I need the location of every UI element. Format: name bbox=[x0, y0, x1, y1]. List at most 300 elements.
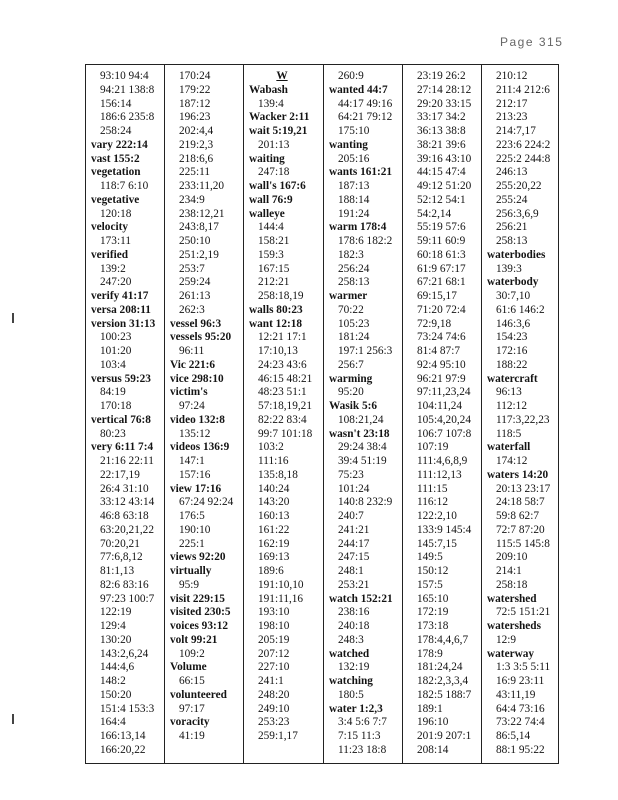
page-reference: 148:2 bbox=[100, 675, 126, 687]
page-reference: 75:23 bbox=[338, 468, 364, 481]
page-reference: 201:9 207:1 bbox=[417, 730, 472, 742]
page-reference: 111:12,13 bbox=[417, 468, 462, 481]
page-reference: 29:24 38:4 bbox=[338, 441, 387, 454]
page-reference: 188:22 bbox=[496, 358, 528, 371]
page-reference: 135:8,18 bbox=[258, 468, 298, 481]
page-reference: 93:10 94:4 bbox=[100, 70, 149, 82]
page-reference: 191:11,16 bbox=[258, 592, 304, 605]
page-reference: 144:4,6 bbox=[100, 661, 135, 674]
page-reference: 253:21 bbox=[338, 578, 370, 591]
page-reference: 44:17 49:16 bbox=[338, 97, 393, 110]
page-reference: 59:11 60:9 bbox=[417, 235, 466, 247]
page-reference: 96:11 bbox=[179, 345, 205, 357]
index-term: volunteered bbox=[170, 688, 227, 701]
page-reference: 81:1,13 bbox=[100, 565, 135, 577]
page-reference: 196:10 bbox=[417, 716, 449, 729]
page-reference: 143:2,6,24 bbox=[100, 647, 149, 660]
page-reference: 16:9 23:11 bbox=[496, 675, 545, 687]
index-term: wanted 44:7 bbox=[329, 83, 388, 96]
index-column-4 bbox=[324, 65, 403, 763]
index-term: watersheds bbox=[487, 620, 541, 632]
page-reference: 214:7,17 bbox=[496, 125, 536, 137]
page-reference: 48:23 51:1 bbox=[258, 386, 307, 399]
page-reference: 211:4 212:6 bbox=[496, 83, 550, 96]
page-reference: 117:3,22,23 bbox=[496, 413, 550, 426]
page-reference: 118:5 bbox=[496, 427, 522, 440]
page-reference: 149:5 bbox=[417, 551, 443, 564]
page-reference: 202:4,4 bbox=[179, 125, 214, 137]
page-reference: 169:13 bbox=[258, 551, 290, 564]
page-reference: 95:9 bbox=[179, 578, 200, 591]
page-reference: 150:12 bbox=[417, 565, 449, 577]
page-reference: 259:1,17 bbox=[258, 730, 298, 742]
page-reference: 150:20 bbox=[100, 688, 132, 701]
page-reference: 164:4 bbox=[100, 716, 126, 729]
page-reference: 44:15 47:4 bbox=[417, 166, 466, 179]
index-term: watch 152:21 bbox=[329, 592, 393, 605]
index-term: wall 76:9 bbox=[249, 193, 293, 206]
page-reference: 101:24 bbox=[338, 482, 370, 495]
page-reference: 173:11 bbox=[100, 235, 131, 247]
page-reference: 253:7 bbox=[179, 262, 205, 275]
page-reference: 159:3 bbox=[258, 248, 284, 261]
page-reference: 258:13 bbox=[496, 235, 528, 247]
index-term: waiting bbox=[249, 152, 285, 165]
page-reference: 170:24 bbox=[179, 70, 211, 82]
page-reference: 210:12 bbox=[496, 70, 528, 82]
index-term: video 132:8 bbox=[170, 413, 225, 426]
page-reference: 100:23 bbox=[100, 331, 132, 344]
page-reference: 95:20 bbox=[338, 386, 364, 399]
index-term: vertical 76:8 bbox=[91, 413, 151, 426]
page-reference: 256:21 bbox=[496, 221, 528, 234]
page-reference: 129:4 bbox=[100, 620, 126, 632]
section-letter: W bbox=[276, 70, 288, 82]
page-reference: 147:1 bbox=[179, 455, 205, 467]
page-reference: 260:9 bbox=[338, 70, 364, 82]
page-reference: 63:20,21,22 bbox=[100, 523, 154, 536]
page-reference: 225:11 bbox=[179, 166, 210, 179]
page-reference: 97:23 100:7 bbox=[100, 592, 155, 605]
page-reference: 227:10 bbox=[258, 661, 290, 674]
page-reference: 139:4 bbox=[258, 97, 284, 110]
page-reference: 140:8 232:9 bbox=[338, 496, 393, 509]
index-term: warmer bbox=[329, 290, 368, 302]
page-reference: 20:13 23:17 bbox=[496, 482, 551, 495]
page-reference: 60:18 61:3 bbox=[417, 248, 466, 261]
page-reference: 196:23 bbox=[179, 111, 211, 124]
index-term: wall's 167:6 bbox=[249, 180, 306, 192]
page-number: Page 315 bbox=[500, 35, 564, 49]
page-reference: 238:16 bbox=[338, 606, 370, 619]
page-reference: 191:10,10 bbox=[258, 578, 304, 591]
index-term: version 31:13 bbox=[91, 317, 156, 330]
page-reference: 103:4 bbox=[100, 358, 126, 371]
page-reference: 92:4 95:10 bbox=[417, 358, 466, 371]
page-reference: 241:1 bbox=[258, 675, 284, 687]
page-reference: 22:17,19 bbox=[100, 468, 140, 481]
index-term: Vic 221:6 bbox=[170, 358, 216, 371]
page-reference: 46:15 48:21 bbox=[258, 372, 313, 385]
page-reference: 73:22 74:4 bbox=[496, 716, 545, 729]
index-term: vessels 95:20 bbox=[170, 331, 232, 344]
index-term: Volume bbox=[170, 661, 207, 674]
page-reference: 71:20 72:4 bbox=[417, 303, 466, 316]
index-term: waterbody bbox=[487, 276, 539, 289]
page-reference: 161:22 bbox=[258, 523, 290, 536]
index-term: voracity bbox=[170, 716, 210, 729]
page-reference: 261:13 bbox=[179, 290, 211, 302]
page-reference: 258:18 bbox=[496, 578, 528, 591]
page-reference: 36:13 38:8 bbox=[417, 125, 466, 137]
page-reference: 67:21 68:1 bbox=[417, 276, 466, 289]
page-reference: 7:15 11:3 bbox=[338, 730, 381, 742]
page-reference: 55:19 57:6 bbox=[417, 221, 466, 234]
page-reference: 64:4 73:16 bbox=[496, 702, 545, 715]
index-term: want 12:18 bbox=[249, 317, 303, 330]
page-reference: 158:21 bbox=[258, 235, 290, 247]
index-term: waterway bbox=[487, 647, 535, 660]
page-reference: 118:7 6:10 bbox=[100, 180, 149, 192]
index-term: views 92:20 bbox=[170, 551, 226, 564]
index-term: warming bbox=[329, 372, 373, 385]
page-reference: 80:23 bbox=[100, 427, 126, 440]
page-reference: 70:22 bbox=[338, 303, 364, 316]
index-term: view 17:16 bbox=[170, 482, 222, 495]
page-reference: 41:19 bbox=[179, 730, 205, 742]
page-reference: 29:20 33:15 bbox=[417, 97, 472, 110]
page-reference: 197:1 256:3 bbox=[338, 345, 393, 357]
page-reference: 233:11,20 bbox=[179, 180, 225, 192]
page-reference: 247:15 bbox=[338, 551, 370, 564]
index-term: waterfall bbox=[487, 441, 531, 454]
page-reference: 151:4 153:3 bbox=[100, 702, 155, 715]
page-reference: 77:6,8,12 bbox=[100, 551, 143, 564]
page-reference: 27:14 28:12 bbox=[417, 83, 472, 96]
page-reference: 172:16 bbox=[496, 345, 528, 357]
page-reference: 262:3 bbox=[179, 303, 205, 316]
page-reference: 180:5 bbox=[338, 688, 364, 701]
page-reference: 39:4 51:19 bbox=[338, 455, 387, 467]
page-reference: 178:4,4,6,7 bbox=[417, 633, 469, 646]
page-reference: 11:23 18:8 bbox=[338, 743, 387, 756]
page-reference: 12:21 17:1 bbox=[258, 331, 307, 344]
page-reference: 162:19 bbox=[258, 537, 290, 550]
page-reference: 178:6 182:2 bbox=[338, 235, 393, 247]
page-reference: 120:18 bbox=[100, 207, 132, 220]
index-term: virtually bbox=[170, 565, 212, 577]
page-reference: 82:6 83:16 bbox=[100, 578, 149, 591]
page-reference: 1:3 3:5 5:11 bbox=[496, 661, 551, 674]
page-reference: 207:12 bbox=[258, 647, 290, 660]
page-reference: 174:12 bbox=[496, 455, 528, 467]
page-reference: 218:6,6 bbox=[179, 152, 214, 165]
index-term: Wabash bbox=[249, 83, 288, 96]
page-reference: 139:2 bbox=[100, 262, 126, 275]
index-term: victim's bbox=[170, 386, 208, 399]
page-reference: 234:9 bbox=[179, 193, 205, 206]
page-reference: 105:4,20,24 bbox=[417, 413, 471, 426]
index-term: wasn't 23:18 bbox=[329, 427, 390, 440]
page-reference: 154:23 bbox=[496, 331, 528, 344]
page-reference: 112:12 bbox=[496, 400, 527, 412]
page-reference: 146:3,6 bbox=[496, 317, 531, 330]
index-term: Wacker 2:11 bbox=[249, 111, 310, 124]
binding-mark bbox=[12, 714, 14, 724]
page-reference: 38:21 39:6 bbox=[417, 138, 466, 151]
page-reference: 70:20,21 bbox=[100, 537, 140, 550]
page-reference: 111:16 bbox=[258, 455, 289, 467]
page-reference: 166:13,14 bbox=[100, 730, 146, 742]
page-reference: 244:17 bbox=[338, 537, 370, 550]
page-reference: 86:5,14 bbox=[496, 730, 531, 742]
page-reference: 256:7 bbox=[338, 358, 364, 371]
page-reference: 160:13 bbox=[258, 510, 290, 522]
page-reference: 201:13 bbox=[258, 138, 290, 151]
page-reference: 26:4 31:10 bbox=[100, 482, 149, 495]
page-reference: 46:8 63:18 bbox=[100, 510, 149, 522]
page-reference: 21:16 22:11 bbox=[100, 455, 154, 467]
page-reference: 3:4 5:6 7:7 bbox=[338, 716, 387, 729]
page-reference: 198:10 bbox=[258, 620, 290, 632]
page-reference: 213:23 bbox=[496, 111, 528, 124]
page-reference: 240:7 bbox=[338, 510, 364, 522]
page-reference: 73:24 74:6 bbox=[417, 331, 466, 344]
page-reference: 240:18 bbox=[338, 620, 370, 632]
page-reference: 247:18 bbox=[258, 166, 290, 179]
index-term: vice 298:10 bbox=[170, 372, 224, 385]
page-reference: 205:19 bbox=[258, 633, 290, 646]
page-reference: 143:20 bbox=[258, 496, 290, 509]
index-term: vary 222:14 bbox=[91, 138, 148, 151]
page-reference: 156:14 bbox=[100, 97, 132, 110]
page-reference: 248:20 bbox=[258, 688, 290, 701]
page-reference: 181:24 bbox=[338, 331, 370, 344]
page-reference: 107:19 bbox=[417, 441, 449, 454]
index-term: wants 161:21 bbox=[329, 166, 393, 179]
page-reference: 84:19 bbox=[100, 386, 126, 399]
page-reference: 182:2,3,3,4 bbox=[417, 675, 469, 687]
page-reference: 241:21 bbox=[338, 523, 370, 536]
page-reference: 188:14 bbox=[338, 193, 370, 206]
index-column-6 bbox=[482, 65, 560, 763]
index-term: vegetative bbox=[91, 193, 140, 206]
page-reference: 122:19 bbox=[100, 606, 132, 619]
page-reference: 238:12,21 bbox=[179, 207, 225, 220]
page-reference: 190:10 bbox=[179, 523, 211, 536]
index-term: voices 93:12 bbox=[170, 620, 229, 632]
index-term: warm 178:4 bbox=[329, 221, 387, 234]
page-reference: 33:17 34:2 bbox=[417, 111, 466, 124]
page-reference: 173:18 bbox=[417, 620, 449, 632]
index-term: versa 208:11 bbox=[91, 303, 151, 316]
page-reference: 258:18,19 bbox=[258, 290, 304, 302]
page-reference: 191:24 bbox=[338, 207, 370, 220]
page-reference: 54:2,14 bbox=[417, 207, 452, 220]
page-reference: 97:17 bbox=[179, 702, 205, 715]
page-reference: 255:20,22 bbox=[496, 180, 542, 192]
page-reference: 208:14 bbox=[417, 743, 449, 756]
page-reference: 82:22 83:4 bbox=[258, 413, 307, 426]
index-term: vast 155:2 bbox=[91, 152, 140, 165]
page-reference: 253:23 bbox=[258, 716, 290, 729]
page-reference: 186:6 235:8 bbox=[100, 111, 155, 124]
page-reference: 72:5 151:21 bbox=[496, 606, 551, 619]
page-reference: 66:15 bbox=[179, 675, 205, 687]
page-reference: 145:7,15 bbox=[417, 537, 457, 550]
binding-mark bbox=[12, 313, 14, 323]
page-reference: 223:6 224:2 bbox=[496, 138, 551, 151]
page-reference: 259:24 bbox=[179, 276, 211, 289]
index-term: Wasik 5:6 bbox=[329, 400, 378, 412]
page-reference: 59:8 62:7 bbox=[496, 510, 539, 522]
page-reference: 61:6 146:2 bbox=[496, 303, 545, 316]
page-reference: 225:1 bbox=[179, 537, 205, 550]
page-reference: 258:13 bbox=[338, 276, 370, 289]
page-reference: 246:13 bbox=[496, 166, 528, 179]
index-column-1 bbox=[86, 65, 165, 763]
page-reference: 157:16 bbox=[179, 468, 211, 481]
page-reference: 243:8,17 bbox=[179, 221, 219, 234]
page-reference: 135:12 bbox=[179, 427, 211, 440]
page-reference: 96:21 97:9 bbox=[417, 372, 466, 385]
index-term: verify 41:17 bbox=[91, 290, 149, 302]
page-reference: 39:16 43:10 bbox=[417, 152, 472, 165]
page-reference: 52:12 54:1 bbox=[417, 193, 466, 206]
page-reference: 111:4,6,8,9 bbox=[417, 455, 468, 467]
page-reference: 249:10 bbox=[258, 702, 290, 715]
index-term: walls 80:23 bbox=[249, 303, 303, 316]
page-reference: 69:15,17 bbox=[417, 290, 457, 302]
page-reference: 176:5 bbox=[179, 510, 205, 522]
page-reference: 205:16 bbox=[338, 152, 370, 165]
page-reference: 139:3 bbox=[496, 262, 522, 275]
index-term: vessel 96:3 bbox=[170, 317, 222, 330]
page-reference: 72:7 87:20 bbox=[496, 523, 545, 536]
index-term: watershed bbox=[487, 592, 537, 605]
page-reference: 187:12 bbox=[179, 97, 211, 110]
page-reference: 105:23 bbox=[338, 317, 370, 330]
page-reference: 96:13 bbox=[496, 386, 522, 399]
page-reference: 108:21,24 bbox=[338, 413, 384, 426]
page-reference: 251:2,19 bbox=[179, 248, 219, 261]
page-reference: 167:15 bbox=[258, 262, 290, 275]
page-reference: 248:3 bbox=[338, 633, 364, 646]
page-reference: 24:23 43:6 bbox=[258, 358, 307, 371]
page-reference: 187:13 bbox=[338, 180, 370, 192]
page-reference: 175:10 bbox=[338, 125, 370, 137]
page-reference: 33:12 43:14 bbox=[100, 496, 155, 509]
index-term: volt 99:21 bbox=[170, 633, 218, 646]
index-term: watched bbox=[329, 647, 370, 660]
page-reference: 109:2 bbox=[179, 647, 205, 660]
page-reference: 144:4 bbox=[258, 221, 284, 234]
index-term: waterbodies bbox=[487, 248, 546, 261]
page-reference: 182:5 188:7 bbox=[417, 688, 472, 701]
page-reference: 172:19 bbox=[417, 606, 449, 619]
page-reference: 157:5 bbox=[417, 578, 443, 591]
page-reference: 104:11,24 bbox=[417, 400, 463, 412]
page-reference: 212:21 bbox=[258, 276, 290, 289]
page-reference: 130:20 bbox=[100, 633, 132, 646]
page-reference: 256:24 bbox=[338, 262, 370, 275]
page-reference: 64:21 79:12 bbox=[338, 111, 393, 124]
page-reference: 132:19 bbox=[338, 661, 370, 674]
index-term: watercraft bbox=[487, 372, 538, 385]
index-term: videos 136:9 bbox=[170, 441, 230, 454]
page-reference: 258:24 bbox=[100, 125, 132, 137]
page-reference: 256:3,6,9 bbox=[496, 207, 539, 220]
page-reference: 178:9 bbox=[417, 647, 443, 660]
index-term: walleye bbox=[249, 207, 285, 220]
index-term: watching bbox=[329, 675, 373, 687]
page-reference: 166:20,22 bbox=[100, 743, 146, 756]
page-reference: 179:22 bbox=[179, 83, 211, 96]
page-reference: 99:7 101:18 bbox=[258, 427, 313, 440]
index-column-3 bbox=[244, 65, 324, 763]
index-term: visited 230:5 bbox=[170, 606, 231, 619]
index-term: water 1:2,3 bbox=[329, 702, 383, 715]
page-reference: 140:24 bbox=[258, 482, 290, 495]
page-reference: 209:10 bbox=[496, 551, 528, 564]
page-reference: 165:10 bbox=[417, 592, 449, 605]
index-term: velocity bbox=[91, 221, 129, 234]
page-reference: 248:1 bbox=[338, 565, 364, 577]
index-column-5 bbox=[403, 65, 482, 763]
page-reference: 111:15 bbox=[417, 482, 448, 495]
page-reference: 97:24 bbox=[179, 400, 205, 412]
index-column-2 bbox=[165, 65, 244, 763]
index-term: visit 229:15 bbox=[170, 592, 225, 605]
index-term: versus 59:23 bbox=[91, 372, 151, 385]
page-reference: 23:19 26:2 bbox=[417, 70, 466, 82]
index-term: very 6:11 7:4 bbox=[91, 441, 154, 454]
page-reference: 212:17 bbox=[496, 97, 528, 110]
page-reference: 255:24 bbox=[496, 193, 528, 206]
page-reference: 181:24,24 bbox=[417, 661, 463, 674]
page-reference: 214:1 bbox=[496, 565, 522, 577]
page-reference: 225:2 244:8 bbox=[496, 152, 551, 165]
page-reference: 115:5 145:8 bbox=[496, 537, 550, 550]
word-index-table bbox=[85, 64, 559, 764]
index-term: waters 14:20 bbox=[487, 468, 549, 481]
page-reference: 17:10,13 bbox=[258, 345, 298, 357]
page-reference: 12:9 bbox=[496, 633, 517, 646]
index-term: wanting bbox=[329, 138, 368, 151]
page-reference: 94:21 138:8 bbox=[100, 83, 155, 96]
page-reference: 219:2,3 bbox=[179, 138, 214, 151]
page-reference: 189:6 bbox=[258, 565, 284, 577]
page-reference: 193:10 bbox=[258, 606, 290, 619]
index-term: verified bbox=[91, 248, 129, 261]
page-reference: 189:1 bbox=[417, 702, 443, 715]
page-reference: 101:20 bbox=[100, 345, 132, 357]
page-reference: 250:10 bbox=[179, 235, 211, 247]
page-reference: 49:12 51:20 bbox=[417, 180, 472, 192]
page-reference: 67:24 92:24 bbox=[179, 496, 234, 509]
page-reference: 72:9,18 bbox=[417, 317, 452, 330]
page-reference: 247:20 bbox=[100, 276, 132, 289]
page-reference: 43:11,19 bbox=[496, 688, 536, 701]
page-reference: 133:9 145:4 bbox=[417, 523, 472, 536]
page-reference: 182:3 bbox=[338, 248, 364, 261]
page-reference: 81:4 87:7 bbox=[417, 345, 460, 357]
page-reference: 103:2 bbox=[258, 441, 284, 454]
page-reference: 30:7,10 bbox=[496, 290, 531, 302]
page-reference: 24:18 58:7 bbox=[496, 496, 545, 509]
page-reference: 88:1 95:22 bbox=[496, 743, 545, 756]
page-reference: 170:18 bbox=[100, 400, 132, 412]
